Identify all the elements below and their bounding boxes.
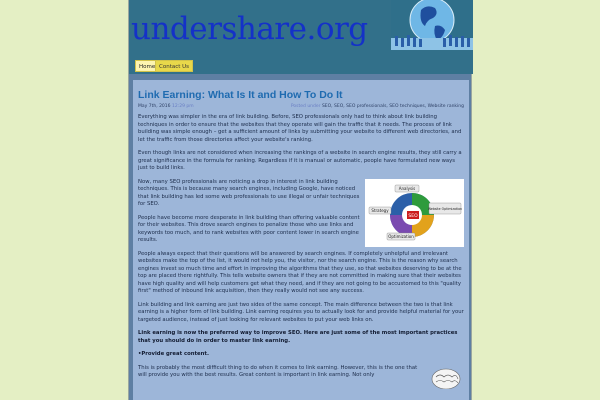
paragraph-emphasis: Link earning is now the preferred way to improve SEO. Here are just some of the most important practices that you should do in order to master link earning. [138,330,458,344]
seo-cycle-diagram [365,179,464,247]
paragraph-with-image [138,365,464,389]
post-time: 12:29 pm [171,104,194,109]
post-categories[interactable]: Posted under SEO, SEO, SEO professionals, SEO techniques, Website ranking [290,104,464,109]
paragraph-with-figure [138,179,464,251]
nav-contact-us[interactable]: Contact Us [155,60,193,72]
header-banner [129,0,473,57]
paragraph: People have become more desperate in link building than offering valuable content for their websites. This drove search engines to penalize those who use links and keywords too much, and to rank websites with poor content lower in search engine results. [138,214,360,243]
paragraph: Even though links are not considered when increasing the rankings of a website in search engine results, they still carry a great significance in the formula for ranking. Regardless if it is manual or automatic, people have formulated new ways just to build links. [138,150,462,171]
optimization-label: Optimization [388,233,414,239]
paragraph: Link building and link earning are just two sides of the same concept. The main difference between the two is that link earning is a higher form of link building. Link earning requires you to actually look for and provide helpful material for your targeted audience, instead of just looking for relevant websites to put your web links on. [138,301,464,323]
post-content [133,80,469,400]
nav-bar [129,57,473,74]
nav-home[interactable]: Home [135,60,159,72]
site-title[interactable]: undershare.org [131,11,368,47]
seo-label: SEO [408,213,418,219]
paragraph: People always expect that their questions will be answered by search engines. If completely unhelpful and irrelevant websites make the top of the list, it would not help you, the visitor, nor the search engine. This is the reason why search engines invest so much time and effort in improving the algorithms that they use, so that websites deserving to be at the top are placed there rightfully. This tells website owners that if they are not committed in making sure that their websites have high quality and will help customers get what they need, and if they are not going to be accustomed to this "quality first" method of inbound link acquisition, then they really would not see any success. [138,250,462,294]
paragraph: Now, many SEO professionals are noticing a drop in interest in link building techniques. This is because many search engines, including Google, have noticed that link building has led some web professionals to use illegal or unfair techniques for SEO. [138,178,360,207]
page-container [128,0,472,400]
strategy-label: Strategy [371,207,389,213]
paragraph: Everything was simpler in the era of link building. Before, SEO professionals only had to think about link building techniques in order to ensure that the websites that they operate will gain the traffic that it needs. The process of link building was simple enough – get a sufficient amount of links by submitting your website to different web directories, and let the traffic from those directories affect your website's ranking. [138,114,462,143]
brain-icon [428,365,464,389]
post-title[interactable]: Link Earning: What Is It and How To Do It [138,89,343,101]
paragraph: This is probably the most difficult thing to do when it comes to link earning. However, this is the one that will provide you with the best results. Great content is important in link earning. Not only [138,364,418,378]
globe-icon [391,0,473,50]
list-item: •Provide great content. [138,351,209,357]
post-meta [138,104,464,114]
analysis-label: Analysis [398,185,416,191]
website-optimization-label: Website Optimization [427,206,463,211]
post-date: May 7th, 2016 12:29 pm [138,104,194,109]
